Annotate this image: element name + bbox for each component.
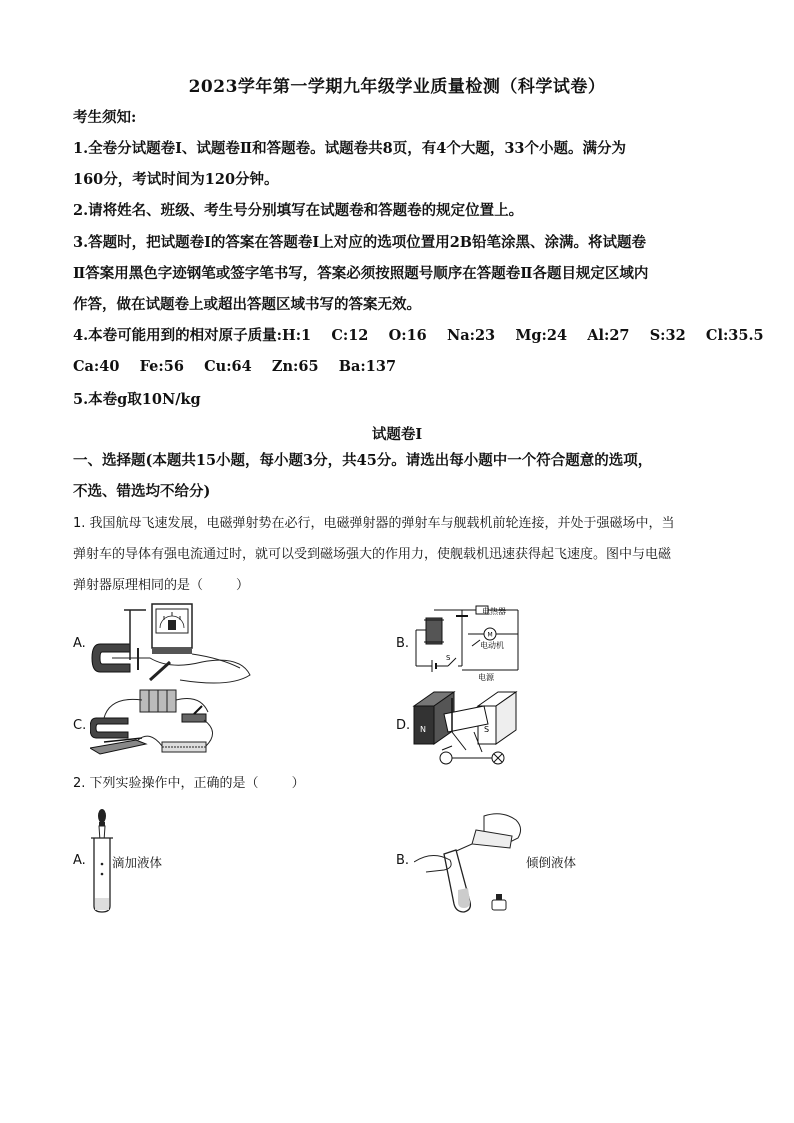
notice-line-3: 2.请将姓名、班级、考生号分别填写在试题卷和答题卷的规定位置上。 bbox=[73, 202, 524, 219]
rail-experiment-figure bbox=[90, 682, 240, 762]
notice-line-9: 5.本卷g取10N/kg bbox=[73, 391, 201, 408]
q1-stem-line-1: 1. 我国航母飞速发展，电磁弹射势在必行，电磁弹射器的弹射车与舰载机前轮连接，并处于强磁场中，当 bbox=[73, 516, 675, 531]
power-label: 电源 bbox=[478, 673, 494, 682]
notice-line-6: 作答，做在试题卷上或超出答题区域书写的答案无效。 bbox=[73, 296, 421, 313]
notice-line-1: 1.全卷分试题卷Ⅰ、试题卷Ⅱ和答题卷。试题卷共8页，有4个大题，33个小题。满分为 bbox=[73, 140, 626, 157]
notice-line-2: 160分，考试时间为120分钟。 bbox=[73, 171, 279, 188]
motor-symbol: M bbox=[487, 631, 493, 639]
q1-option-c-label: C. bbox=[73, 718, 87, 733]
pouring-liquid-figure bbox=[414, 806, 526, 916]
notice-line-7: 4.本卷可能用到的相对原子质量:H:1 C:12 O:16 Na:23 Mg:24 Al:27 S:32 Cl:35.5 bbox=[73, 327, 764, 344]
q1-option-d-label: D. bbox=[396, 718, 411, 733]
relay-circuit-figure bbox=[412, 600, 522, 682]
q2-option-b-text: 倾倒液体 bbox=[526, 855, 577, 870]
notice-line-8: Ca:40 Fe:56 Cu:64 Zn:65 Ba:137 bbox=[73, 358, 397, 375]
q2-option-a-label: A. bbox=[73, 853, 86, 868]
generator-setup-figure bbox=[412, 686, 522, 770]
q2-option-a-text: 滴加液体 bbox=[112, 855, 163, 870]
q2-stem: 2. 下列实验操作中，正确的是（ ） bbox=[73, 776, 305, 791]
q1-stem-line-3: 弹射器原理相同的是（ ） bbox=[73, 578, 250, 593]
switch-label: S bbox=[446, 654, 451, 662]
section-heading: 试题卷Ⅰ bbox=[371, 426, 423, 443]
heater-label: 电热器 bbox=[482, 607, 506, 616]
part-heading-line-2: 不选、错选均不给分) bbox=[73, 483, 211, 500]
part-heading-line-1: 一、选择题(本题共15小题，每小题3分，共45分。请选出每小题中一个符合题意的选项， bbox=[73, 452, 653, 469]
notice-line-5: Ⅱ答案用黑色字迹钢笔或签字笔书写，答案必须按照题号顺序在答题卷Ⅱ各题目规定区域内 bbox=[73, 265, 649, 282]
notice-line-4: 3.答题时，把试题卷Ⅰ的答案在答题卷Ⅰ上对应的选项位置用2B铅笔涂黑、涂满。将试题卷 bbox=[73, 234, 647, 251]
q1-option-a-label: A. bbox=[73, 636, 86, 651]
q2-option-b-label: B. bbox=[396, 853, 410, 868]
motor-label: 电动机 bbox=[480, 641, 504, 650]
notice-heading: 考生须知: bbox=[73, 109, 137, 126]
galvanometer-setup-figure bbox=[90, 600, 290, 690]
q1-option-b-label: B. bbox=[396, 636, 410, 651]
q1-stem-line-2: 弹射车的导体有强电流通过时，就可以受到磁场强大的作用力，使舰载机迅速获得起飞速度。图中与电磁 bbox=[73, 547, 672, 562]
north-pole-label: N bbox=[420, 725, 426, 734]
south-pole-label: S bbox=[484, 725, 490, 734]
page-title: 2023学年第一学期九年级学业质量检测（科学试卷） bbox=[188, 77, 606, 97]
